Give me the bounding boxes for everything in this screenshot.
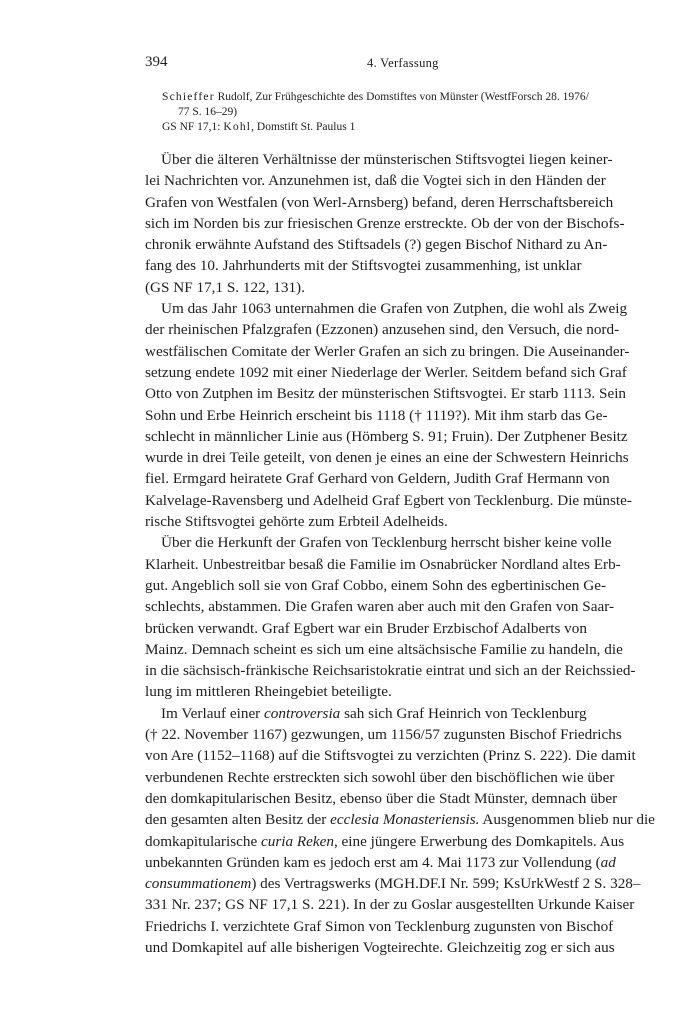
text-run: sah sich Graf Heinrich von Tecklenburg [340, 704, 587, 722]
reference-continuation: 77 S. 16–29) [178, 106, 238, 119]
paragraph-3 [145, 532, 636, 702]
text-line [145, 809, 655, 830]
text-line: Friedrichs I. verzichtete Graf Simon von Tecklenburg zugunsten von Bischof [145, 917, 614, 935]
text-line: fiel. Ermgard heiratete Graf Gerhard von Geldern, Judith Graf Hermann von [145, 470, 610, 488]
text-run: ) des Vertragswerks (MGH.DF.I Nr. 599; KsUrkWestf 2 S. 328– [251, 875, 641, 893]
reference-text: , Domstift St. Paulus 1 [251, 121, 356, 134]
text-line: in die sächsisch-fränkische Reichsaristokratie eintrat und sich an der Reichssied- [145, 662, 636, 680]
text-line: Sohn und Erbe Heinrich erscheint bis 1118 († 1119?). Mit ihm starb das Ge- [145, 406, 608, 424]
text-line: Über die älteren Verhältnisse der münsterischen Stiftsvogtei liegen keiner- [161, 151, 613, 168]
italic-term: ecclesia Monasteriensis. [330, 811, 480, 829]
reference-prefix: GS NF 17,1: [162, 121, 224, 134]
text-line: Grafen von Westfalen (von Werl-Arnsberg) befand, deren Herrschaftsbereich [145, 193, 614, 211]
text-line: und Domkapitel auf alle bisherigen Vogteirechte. Gleichzeitig zog er sich aus [145, 938, 615, 956]
text-line [145, 831, 625, 852]
text-line: verbundenen Rechte erstreckten sich sowohl über den bischöflichen wie über [145, 768, 615, 786]
text-line: Um das Jahr 1063 unternahmen die Grafen von Zutphen, die wohl als Zweig [161, 300, 628, 318]
text-line: schlechts, abstammen. Die Grafen waren aber auch mit den Grafen von Saar- [145, 598, 615, 616]
text-line: fang des 10. Jahrhunderts mit der Stiftsvogtei zusammenhing, ist unklar [145, 257, 582, 275]
text-line: schlecht in männlicher Linie aus (Hömberg S. 91; Fruin). Der Zutphener Besitz [145, 427, 628, 445]
text-run: , eine jüngere Erwerbung des Domkapitels. Aus [333, 832, 625, 850]
running-title: 4. Verfassung [367, 56, 439, 70]
text-line: sich im Norden bis zur friesischen Grenze erstreckte. Ob der von der Bischofs- [145, 214, 625, 232]
reference-list [162, 90, 589, 136]
text-run: Im Verlauf einer [161, 704, 265, 722]
body-text [145, 149, 655, 958]
paragraph-4 [145, 703, 655, 959]
text-line: westfälischen Comitate der Werler Grafen an sich zu bringen. Die Auseinander- [145, 342, 630, 360]
text-line: Klarheit. Unbestreitbar besaß die Familie im Osnabrücker Nordland altes Erb- [145, 555, 621, 573]
text-line [145, 852, 616, 873]
italic-term: consummationem [145, 875, 252, 893]
text-run: den gesamten alten Besitz der [145, 811, 331, 829]
text-line [145, 873, 641, 894]
text-line [145, 703, 587, 724]
paragraph-1 [145, 149, 625, 298]
reference-text: Rudolf, Zur Frühgeschichte des Domstiftes von Münster (WestfForsch 28. 1976/ [214, 91, 589, 103]
text-line: rische Stiftsvogtei gehörte zum Erbteil Adelheids. [145, 513, 448, 531]
text-line: der rheinischen Pfalzgrafen (Ezzonen) anzusehen sind, den Versuch, die nord- [145, 321, 620, 339]
text-line: chronik erwähnte Aufstand des Stiftsadels (?) gegen Bischof Nithard zu An- [145, 236, 608, 254]
text-line: Über die Herkunft der Grafen von Tecklenburg herrscht bisher keine volle [161, 534, 612, 552]
page-number: 394 [145, 54, 168, 70]
reference-author: Schieffer [162, 91, 215, 103]
italic-term: curia Reken [260, 832, 334, 850]
text-line: Otto von Zutphen im Besitz der münsterischen Stiftsvogtei. Er starb 1113. Sein [145, 385, 627, 403]
text-run: unbekannten Gründen kam es jedoch erst am 4. Mai 1173 zur Vollendung ( [145, 853, 601, 871]
text-line: († 22. November 1167) gezwungen, um 1156/57 zugunsten Bischof Friedrichs [145, 726, 622, 744]
text-line: Mainz. Demnach scheint es sich um eine altsächsische Familie zu handeln, die [145, 640, 623, 658]
reference-entry [162, 120, 534, 135]
reference-entry [162, 90, 589, 105]
paragraph-2 [145, 298, 632, 532]
italic-term: controversia [264, 704, 341, 722]
text-line: den domkapitularischen Besitz, ebenso über die Stadt Münster, demnach über [145, 789, 618, 807]
text-run: Ausgenommen blieb nur die [479, 811, 655, 829]
text-line: lei Nachrichten vor. Anzunehmen ist, daß die Vogtei sich in den Händen der [145, 172, 606, 190]
text-run: domkapitularische [145, 832, 261, 850]
text-line: von Are (1152–1168) auf die Stiftsvogtei zu verzichten (Prinz S. 222). Die damit [145, 747, 636, 765]
text-line: (GS NF 17,1 S. 122, 131). [145, 278, 305, 296]
page-header [145, 54, 565, 76]
text-line: setzung endete 1092 mit einer Niederlage der Werler. Seitdem befand sich Graf [145, 363, 627, 381]
text-line: Kalvelage-Ravensberg und Adelheid Graf Egbert von Tecklenburg. Die münste- [145, 491, 632, 509]
text-line: brücken verwandt. Graf Egbert war ein Bruder Erzbischof Adalberts von [145, 619, 587, 637]
text-line: gut. Angeblich soll sie von Graf Cobbo, einem Sohn des egbertinischen Ge- [145, 576, 607, 594]
italic-term: ad [600, 853, 616, 871]
text-line: wurde in drei Teile geteilt, von denen je eines an eine der Schwestern Heinrichs [145, 449, 629, 467]
text-line: 331 Nr. 237; GS NF 17,1 S. 221). In der zu Goslar ausgestellten Urkunde Kaiser [145, 896, 635, 914]
reference-author: Kohl [223, 121, 252, 134]
text-line: lung im mittleren Rheingebiet beteiligte. [145, 683, 392, 701]
